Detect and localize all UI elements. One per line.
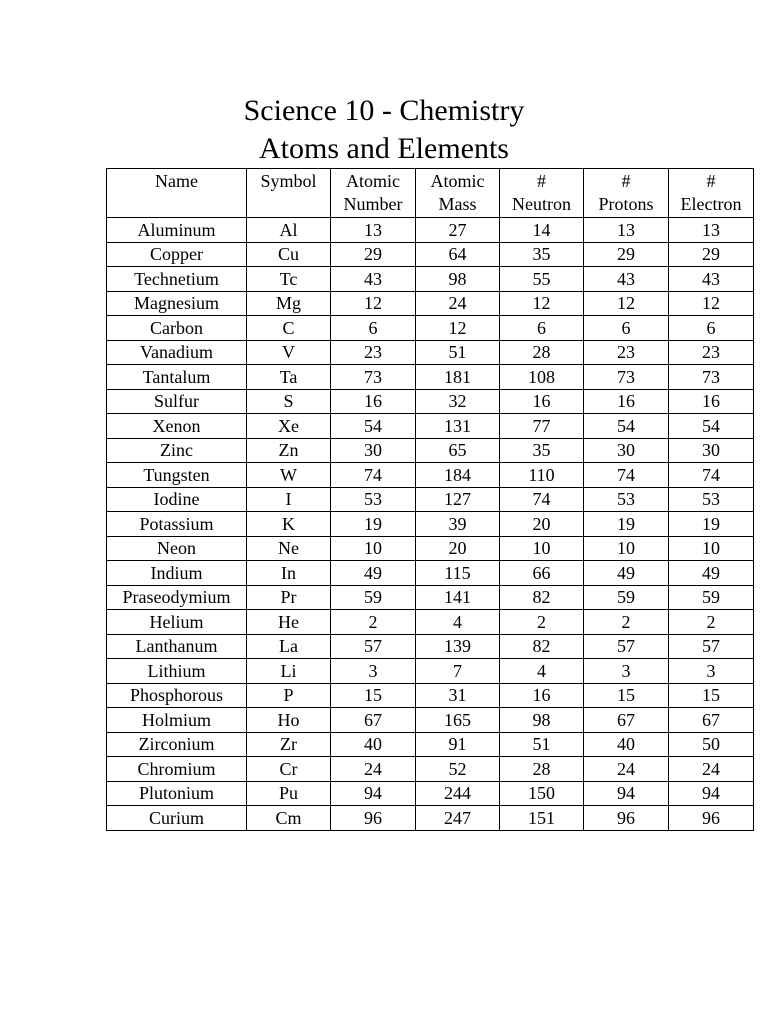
table-cell-name: Carbon bbox=[107, 316, 247, 341]
table-row bbox=[107, 610, 754, 635]
table-cell-name: Magnesium bbox=[107, 291, 247, 316]
column-header-electron bbox=[669, 169, 754, 218]
table-row bbox=[107, 414, 754, 439]
table-cell-name: Xenon bbox=[107, 414, 247, 439]
table-cell-electron: 23 bbox=[669, 340, 754, 365]
table-row bbox=[107, 732, 754, 757]
table-cell-symbol: La bbox=[247, 634, 331, 659]
table-cell-neutron: 150 bbox=[500, 781, 584, 806]
column-header-protons bbox=[584, 169, 669, 218]
table-cell-protons: 94 bbox=[584, 781, 669, 806]
table-cell-electron: 67 bbox=[669, 708, 754, 733]
table-cell-atomic-mass: 65 bbox=[416, 438, 500, 463]
column-header-line: Protons bbox=[598, 194, 654, 214]
table-cell-neutron: 4 bbox=[500, 659, 584, 684]
table-cell-name: Aluminum bbox=[107, 218, 247, 243]
table-cell-protons: 23 bbox=[584, 340, 669, 365]
table-cell-neutron: 28 bbox=[500, 340, 584, 365]
table-cell-atomic-number: 30 bbox=[331, 438, 416, 463]
table-cell-atomic-mass: 115 bbox=[416, 561, 500, 586]
table-cell-neutron: 35 bbox=[500, 438, 584, 463]
table-cell-symbol: Ne bbox=[247, 536, 331, 561]
table-cell-protons: 3 bbox=[584, 659, 669, 684]
table-cell-atomic-mass: 20 bbox=[416, 536, 500, 561]
table-cell-atomic-number: 6 bbox=[331, 316, 416, 341]
table-cell-atomic-number: 16 bbox=[331, 389, 416, 414]
table-cell-protons: 67 bbox=[584, 708, 669, 733]
table-cell-electron: 53 bbox=[669, 487, 754, 512]
table-cell-symbol: I bbox=[247, 487, 331, 512]
table-cell-protons: 54 bbox=[584, 414, 669, 439]
table-cell-atomic-mass: 98 bbox=[416, 267, 500, 292]
table-cell-electron: 50 bbox=[669, 732, 754, 757]
table-cell-atomic-number: 73 bbox=[331, 365, 416, 390]
table-cell-neutron: 14 bbox=[500, 218, 584, 243]
table-cell-protons: 12 bbox=[584, 291, 669, 316]
table-cell-electron: 6 bbox=[669, 316, 754, 341]
table-cell-electron: 49 bbox=[669, 561, 754, 586]
table-row bbox=[107, 781, 754, 806]
table-cell-protons: 16 bbox=[584, 389, 669, 414]
table-cell-symbol: K bbox=[247, 512, 331, 537]
table-cell-atomic-number: 53 bbox=[331, 487, 416, 512]
table-cell-atomic-number: 57 bbox=[331, 634, 416, 659]
table-cell-electron: 59 bbox=[669, 585, 754, 610]
table-cell-symbol: S bbox=[247, 389, 331, 414]
table-cell-electron: 74 bbox=[669, 463, 754, 488]
table-cell-symbol: Tc bbox=[247, 267, 331, 292]
table-row bbox=[107, 291, 754, 316]
column-header-line: Neutron bbox=[512, 194, 571, 214]
table-cell-name: Praseodymium bbox=[107, 585, 247, 610]
column-header-atomic-mass bbox=[416, 169, 500, 218]
table-cell-electron: 3 bbox=[669, 659, 754, 684]
column-header-line: Atomic bbox=[430, 171, 485, 191]
table-cell-atomic-mass: 165 bbox=[416, 708, 500, 733]
table-cell-protons: 74 bbox=[584, 463, 669, 488]
table-cell-protons: 49 bbox=[584, 561, 669, 586]
column-header-line: Mass bbox=[438, 194, 477, 214]
table-cell-atomic-mass: 141 bbox=[416, 585, 500, 610]
table-cell-atomic-number: 12 bbox=[331, 291, 416, 316]
table-cell-electron: 2 bbox=[669, 610, 754, 635]
table-row bbox=[107, 463, 754, 488]
table-row bbox=[107, 634, 754, 659]
table-row bbox=[107, 218, 754, 243]
column-header-line: Atomic bbox=[346, 171, 400, 191]
table-row bbox=[107, 487, 754, 512]
table-cell-protons: 19 bbox=[584, 512, 669, 537]
column-header-line: # bbox=[706, 171, 716, 191]
column-header-atomic-number bbox=[331, 169, 416, 218]
table-cell-symbol: He bbox=[247, 610, 331, 635]
table-cell-electron: 96 bbox=[669, 806, 754, 831]
table-cell-name: Zinc bbox=[107, 438, 247, 463]
table-cell-symbol: Ho bbox=[247, 708, 331, 733]
column-header-line: # bbox=[621, 171, 631, 191]
table-cell-name: Curium bbox=[107, 806, 247, 831]
table-cell-atomic-mass: 32 bbox=[416, 389, 500, 414]
table-cell-electron: 73 bbox=[669, 365, 754, 390]
table-cell-symbol: C bbox=[247, 316, 331, 341]
table-cell-name: Iodine bbox=[107, 487, 247, 512]
table-cell-name: Phosphorous bbox=[107, 683, 247, 708]
table-cell-electron: 13 bbox=[669, 218, 754, 243]
table-cell-symbol: Cm bbox=[247, 806, 331, 831]
table-cell-protons: 10 bbox=[584, 536, 669, 561]
table-cell-neutron: 16 bbox=[500, 389, 584, 414]
table-cell-neutron: 108 bbox=[500, 365, 584, 390]
table-cell-neutron: 82 bbox=[500, 585, 584, 610]
table-cell-atomic-mass: 184 bbox=[416, 463, 500, 488]
table-cell-protons: 59 bbox=[584, 585, 669, 610]
table-cell-neutron: 6 bbox=[500, 316, 584, 341]
table-cell-symbol: Cr bbox=[247, 757, 331, 782]
table-row bbox=[107, 365, 754, 390]
table-cell-atomic-number: 24 bbox=[331, 757, 416, 782]
table-cell-atomic-number: 49 bbox=[331, 561, 416, 586]
table-cell-name: Helium bbox=[107, 610, 247, 635]
table-cell-name: Lithium bbox=[107, 659, 247, 684]
table-cell-neutron: 2 bbox=[500, 610, 584, 635]
table-row bbox=[107, 242, 754, 267]
table-cell-name: Zirconium bbox=[107, 732, 247, 757]
table-cell-protons: 43 bbox=[584, 267, 669, 292]
table-cell-atomic-number: 23 bbox=[331, 340, 416, 365]
table-cell-atomic-mass: 24 bbox=[416, 291, 500, 316]
table-cell-electron: 12 bbox=[669, 291, 754, 316]
table-row bbox=[107, 340, 754, 365]
table-cell-electron: 43 bbox=[669, 267, 754, 292]
table-cell-protons: 29 bbox=[584, 242, 669, 267]
table-row bbox=[107, 512, 754, 537]
table-cell-protons: 96 bbox=[584, 806, 669, 831]
table-cell-symbol: Cu bbox=[247, 242, 331, 267]
table-cell-atomic-mass: 127 bbox=[416, 487, 500, 512]
table-cell-atomic-number: 43 bbox=[331, 267, 416, 292]
table-cell-symbol: Pr bbox=[247, 585, 331, 610]
table-cell-symbol: V bbox=[247, 340, 331, 365]
table-cell-protons: 40 bbox=[584, 732, 669, 757]
table-cell-name: Tantalum bbox=[107, 365, 247, 390]
table-cell-neutron: 151 bbox=[500, 806, 584, 831]
table-cell-electron: 16 bbox=[669, 389, 754, 414]
column-header-line: Symbol bbox=[260, 171, 317, 191]
table-cell-neutron: 28 bbox=[500, 757, 584, 782]
table-cell-atomic-number: 96 bbox=[331, 806, 416, 831]
table-cell-name: Potassium bbox=[107, 512, 247, 537]
column-header-line: # bbox=[537, 171, 546, 191]
table-cell-atomic-mass: 181 bbox=[416, 365, 500, 390]
table-cell-protons: 24 bbox=[584, 757, 669, 782]
table-cell-atomic-number: 40 bbox=[331, 732, 416, 757]
table-cell-neutron: 82 bbox=[500, 634, 584, 659]
table-cell-electron: 54 bbox=[669, 414, 754, 439]
table-cell-electron: 57 bbox=[669, 634, 754, 659]
column-header-symbol bbox=[247, 169, 331, 218]
table-cell-protons: 15 bbox=[584, 683, 669, 708]
table-cell-atomic-number: 13 bbox=[331, 218, 416, 243]
table-cell-neutron: 77 bbox=[500, 414, 584, 439]
table-cell-atomic-number: 19 bbox=[331, 512, 416, 537]
table-cell-electron: 24 bbox=[669, 757, 754, 782]
table-cell-neutron: 20 bbox=[500, 512, 584, 537]
table-cell-atomic-mass: 51 bbox=[416, 340, 500, 365]
table-cell-symbol: Pu bbox=[247, 781, 331, 806]
table-cell-neutron: 12 bbox=[500, 291, 584, 316]
table-cell-protons: 2 bbox=[584, 610, 669, 635]
table-cell-protons: 73 bbox=[584, 365, 669, 390]
table-cell-symbol: Zn bbox=[247, 438, 331, 463]
table-cell-symbol: Xe bbox=[247, 414, 331, 439]
table-cell-symbol: In bbox=[247, 561, 331, 586]
table-row bbox=[107, 267, 754, 292]
table-cell-neutron: 51 bbox=[500, 732, 584, 757]
table-cell-atomic-mass: 31 bbox=[416, 683, 500, 708]
table-cell-atomic-number: 10 bbox=[331, 536, 416, 561]
table-cell-neutron: 55 bbox=[500, 267, 584, 292]
table-cell-neutron: 74 bbox=[500, 487, 584, 512]
table-cell-atomic-mass: 244 bbox=[416, 781, 500, 806]
table-cell-atomic-mass: 131 bbox=[416, 414, 500, 439]
column-header-neutron bbox=[500, 169, 584, 218]
table-cell-symbol: Li bbox=[247, 659, 331, 684]
table-cell-symbol: Al bbox=[247, 218, 331, 243]
table-cell-atomic-number: 15 bbox=[331, 683, 416, 708]
column-header-name bbox=[107, 169, 247, 218]
table-cell-symbol: Ta bbox=[247, 365, 331, 390]
table-cell-electron: 19 bbox=[669, 512, 754, 537]
table-cell-atomic-number: 29 bbox=[331, 242, 416, 267]
table-cell-name: Plutonium bbox=[107, 781, 247, 806]
table-cell-atomic-number: 3 bbox=[331, 659, 416, 684]
table-header bbox=[107, 169, 754, 218]
table-cell-name: Vanadium bbox=[107, 340, 247, 365]
document-title bbox=[0, 92, 768, 168]
table-cell-neutron: 35 bbox=[500, 242, 584, 267]
table-cell-neutron: 10 bbox=[500, 536, 584, 561]
table-cell-electron: 29 bbox=[669, 242, 754, 267]
table-row bbox=[107, 659, 754, 684]
title-line-2: Atoms and Elements bbox=[259, 132, 509, 165]
table-cell-atomic-number: 74 bbox=[331, 463, 416, 488]
table-cell-name: Sulfur bbox=[107, 389, 247, 414]
table-cell-atomic-number: 94 bbox=[331, 781, 416, 806]
table-cell-name: Holmium bbox=[107, 708, 247, 733]
table-cell-atomic-mass: 52 bbox=[416, 757, 500, 782]
table-cell-atomic-number: 2 bbox=[331, 610, 416, 635]
table-row bbox=[107, 316, 754, 341]
table-cell-atomic-number: 54 bbox=[331, 414, 416, 439]
table-cell-atomic-number: 59 bbox=[331, 585, 416, 610]
column-header-line: Number bbox=[343, 194, 403, 214]
table-cell-symbol: Zr bbox=[247, 732, 331, 757]
table-row bbox=[107, 389, 754, 414]
table-row bbox=[107, 806, 754, 831]
table-cell-name: Copper bbox=[107, 242, 247, 267]
table-cell-name: Chromium bbox=[107, 757, 247, 782]
table-cell-protons: 30 bbox=[584, 438, 669, 463]
table-cell-symbol: W bbox=[247, 463, 331, 488]
table-cell-atomic-mass: 4 bbox=[416, 610, 500, 635]
table-row bbox=[107, 708, 754, 733]
table-cell-electron: 15 bbox=[669, 683, 754, 708]
table-row bbox=[107, 585, 754, 610]
header-row bbox=[107, 169, 754, 218]
table-cell-electron: 94 bbox=[669, 781, 754, 806]
table-cell-neutron: 66 bbox=[500, 561, 584, 586]
table-cell-protons: 6 bbox=[584, 316, 669, 341]
elements-table bbox=[106, 168, 754, 831]
table-cell-neutron: 98 bbox=[500, 708, 584, 733]
table-cell-atomic-mass: 39 bbox=[416, 512, 500, 537]
column-header-line: Name bbox=[155, 171, 198, 191]
table-cell-atomic-mass: 247 bbox=[416, 806, 500, 831]
table-body bbox=[107, 218, 754, 831]
table-row bbox=[107, 438, 754, 463]
title-line-1: Science 10 - Chemistry bbox=[243, 94, 525, 127]
table-row bbox=[107, 536, 754, 561]
table-cell-atomic-number: 67 bbox=[331, 708, 416, 733]
table-cell-atomic-mass: 139 bbox=[416, 634, 500, 659]
table-cell-neutron: 16 bbox=[500, 683, 584, 708]
table-cell-protons: 57 bbox=[584, 634, 669, 659]
table-cell-name: Tungsten bbox=[107, 463, 247, 488]
table-row bbox=[107, 757, 754, 782]
table-cell-electron: 30 bbox=[669, 438, 754, 463]
table-cell-atomic-mass: 91 bbox=[416, 732, 500, 757]
table-cell-protons: 13 bbox=[584, 218, 669, 243]
table-cell-atomic-mass: 12 bbox=[416, 316, 500, 341]
table-cell-atomic-mass: 27 bbox=[416, 218, 500, 243]
table-cell-name: Technetium bbox=[107, 267, 247, 292]
table-row bbox=[107, 683, 754, 708]
table-cell-protons: 53 bbox=[584, 487, 669, 512]
table-cell-atomic-mass: 64 bbox=[416, 242, 500, 267]
table-row bbox=[107, 561, 754, 586]
table-cell-symbol: P bbox=[247, 683, 331, 708]
table-cell-symbol: Mg bbox=[247, 291, 331, 316]
table-cell-name: Neon bbox=[107, 536, 247, 561]
table-cell-name: Indium bbox=[107, 561, 247, 586]
table-cell-electron: 10 bbox=[669, 536, 754, 561]
table-cell-atomic-mass: 7 bbox=[416, 659, 500, 684]
table-cell-neutron: 110 bbox=[500, 463, 584, 488]
table-cell-name: Lanthanum bbox=[107, 634, 247, 659]
column-header-line: Electron bbox=[680, 194, 742, 214]
